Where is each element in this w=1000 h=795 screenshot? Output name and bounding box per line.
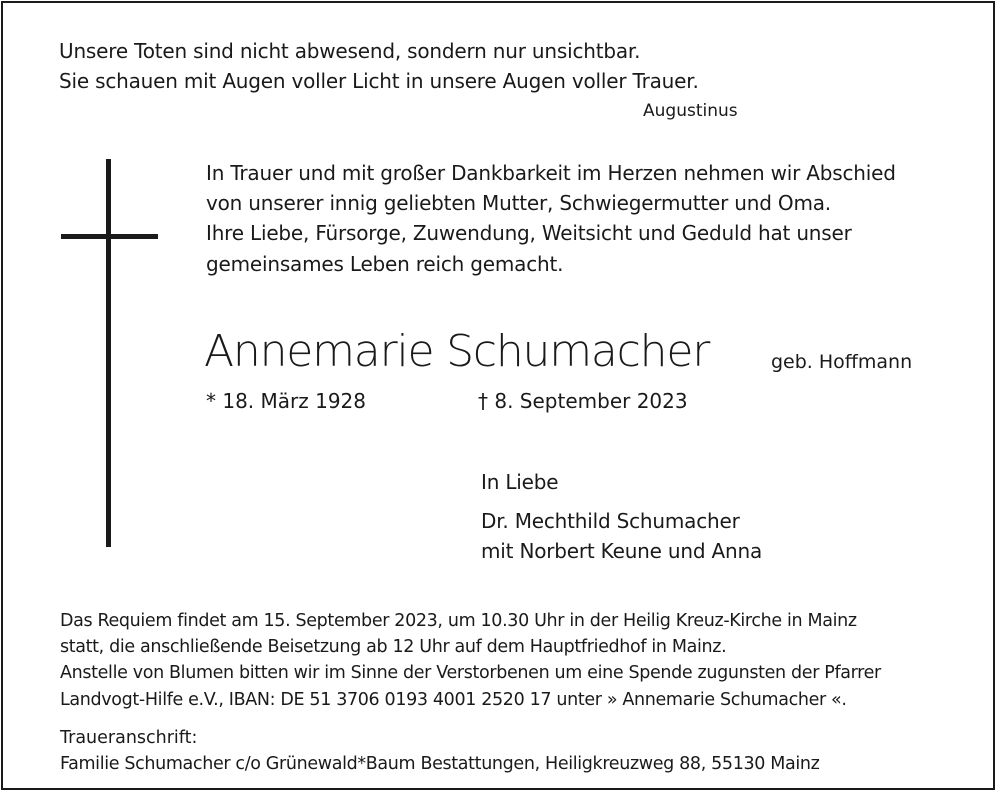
signature-intro: In Liebe	[481, 470, 559, 494]
signature-line-2: mit Norbert Keune und Anna	[481, 539, 763, 563]
intro-line-3: Ihre Liebe, Fürsorge, Zuwendung, Weitsicht und Geduld hat unser	[206, 221, 852, 245]
deceased-name: Annemarie Schumacher	[204, 326, 710, 377]
intro-line-2: von unserer innig geliebten Mutter, Schwiegermutter und Oma.	[206, 191, 831, 215]
cross-horizontal-bar	[61, 234, 158, 239]
intro-line-1: In Trauer und mit großer Dankbarkeit im Herzen nehmen wir Abschied	[206, 161, 896, 185]
notice-line-1: Das Requiem findet am 15. September 2023, um 10.30 Uhr in der Heilig Kreuz-Kirche in Mainz	[60, 611, 857, 631]
intro-line-4: gemeinsames Leben reich gemacht.	[206, 252, 564, 276]
signature-line-1: Dr. Mechthild Schumacher	[481, 509, 740, 533]
quote-line-1: Unsere Toten sind nicht abwesend, sondern nur unsichtbar.	[59, 39, 641, 63]
obituary-frame	[1, 1, 995, 790]
address-value: Familie Schumacher c/o Grünewald*Baum Bestattungen, Heiligkreuzweg 88, 55130 Mainz	[60, 754, 820, 774]
quote-author: Augustinus	[643, 101, 738, 121]
notice-line-4: Landvogt-Hilfe e.V., IBAN: DE 51 3706 0193 4001 2520 17 unter » Annemarie Schumacher «.	[60, 690, 847, 710]
notice-line-3: Anstelle von Blumen bitten wir im Sinne der Verstorbenen um eine Spende zugunsten der Pfarrer	[60, 663, 881, 683]
notice-line-2: statt, die anschließende Beisetzung ab 12 Uhr auf dem Hauptfriedhof in Mainz.	[60, 637, 727, 657]
quote-line-2: Sie schauen mit Augen voller Licht in unsere Augen voller Trauer.	[59, 69, 699, 93]
maiden-name: geb. Hoffmann	[771, 351, 913, 373]
death-date: † 8. September 2023	[478, 389, 688, 413]
cross-vertical-bar	[106, 159, 111, 547]
birth-date: * 18. März 1928	[206, 389, 367, 413]
address-label: Traueranschrift:	[60, 728, 198, 748]
